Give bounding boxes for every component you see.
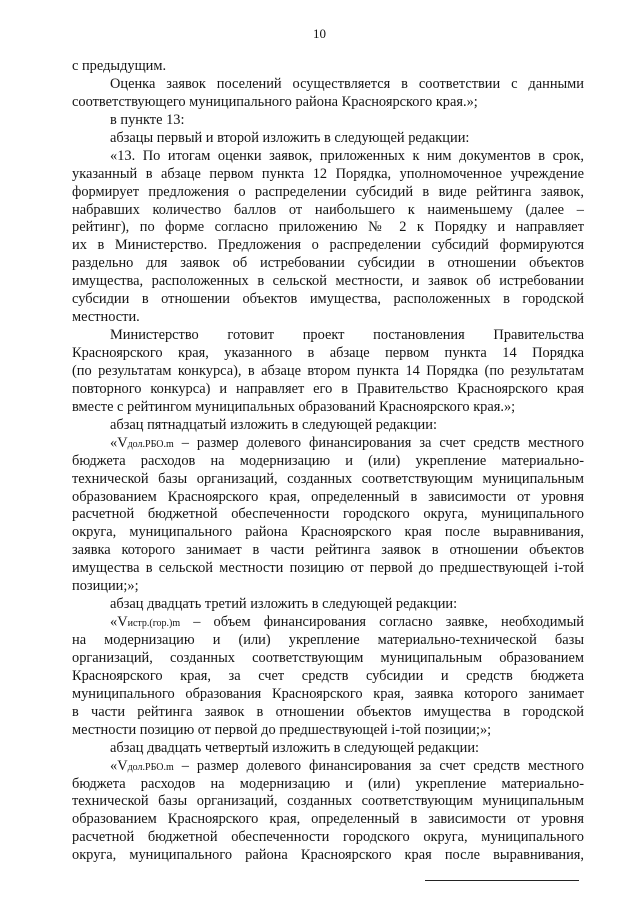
text-line: технической базы организаций, созданных соответствующим муниципальным [72, 470, 584, 487]
text-line: местности. [72, 309, 140, 326]
page-number: 10 [313, 26, 326, 41]
text-line: раздельно для заявок об истребовании субсидии в отношении объектов [72, 255, 584, 272]
formula-subscript: истр.(гор.)m [127, 618, 181, 630]
text-line: позиции;»; [72, 578, 139, 595]
formula-subscript: дол.РБО.m [127, 438, 174, 450]
text-line: расчетной бюджетной обеспеченности городского округа, муниципального [72, 506, 584, 523]
text-line: Министерство готовит проект постановления Правительства [110, 327, 584, 344]
text-line: организаций, созданных соответствующим муниципальным образованием [72, 649, 584, 666]
formula-subscript: дол.РБО.m [127, 761, 174, 773]
text-line: на модернизацию и (или) укрепление материально-технической базы [72, 632, 584, 648]
text-line: соответствующего муниципального района Красноярского края.»; [72, 93, 478, 110]
text-line: имущества, расположенных в сельской местности, и заявок об истребовании [72, 273, 584, 290]
text-line: вместе с рейтингом муниципальных образований Красноярского края.»; [72, 398, 516, 415]
text-line: бюджета расходов на модернизацию и (или) укрепление материально- [72, 775, 584, 792]
formula-symbol: «V [110, 434, 128, 451]
text-line: имущества в сельской местности позицию от первой до предшествующей i-той [72, 560, 584, 577]
text-line: их в Министерство. Предложения о распределении субсидий формируются [72, 237, 584, 254]
text-line: абзацы первый и второй изложить в следующей редакции: [110, 129, 470, 146]
text-line: бюджета расходов на модернизацию и (или) укрепление материально- [72, 452, 584, 469]
text-line: абзац пятнадцатый изложить в следующей редакции: [110, 416, 437, 433]
formula-symbol: «V [110, 614, 128, 631]
text-line: в части рейтинга заявок в отношении объектов имущества в городской [72, 703, 584, 720]
text-line: «13. По итогам оценки заявок, приложенных к ним документов в срок, [110, 147, 584, 164]
line-text: – размер долевого финансирования за счет средств местного [173, 434, 584, 451]
text-line: округа, муниципального района Красноярского края после выравнивания, [72, 847, 584, 864]
text-line: Красноярского края, за счет средств субсидии и средств бюджета [72, 667, 584, 684]
text-line: местности позицию от первой до предшествующей i-той позиции;»; [72, 721, 492, 738]
text-line: формирует предложения о распределении субсидий в виде рейтинга заявок, [72, 183, 584, 200]
text-line: указанный в абзаце первом пункта 12 Порядка, уполномоченное учреждение [72, 165, 584, 182]
text-line: набравших количество баллов от наибольшего к наименьшему (далее – [72, 201, 584, 218]
text-line: расчетной бюджетной обеспеченности городского округа, муниципального [72, 829, 584, 846]
text-line: заявка которого занимает в части рейтинга заявок в отношении объектов [72, 542, 584, 559]
text-line: (по результатам конкурса), в абзаце втором пункта 14 Порядка (по результатам [72, 362, 584, 379]
text-line: округа, муниципального района Красноярского края после выравнивания, [72, 524, 584, 541]
footer-rule [425, 880, 579, 881]
text-line: образованием Красноярского края, определенный в зависимости от уровня [72, 811, 584, 828]
text-line [72, 435, 584, 453]
text-line: образованием Красноярского края, определенный в зависимости от уровня [72, 488, 584, 505]
text-line: в пункте 13: [110, 111, 185, 128]
text-line: Оценка заявок поселений осуществляется в соответствии с данными [110, 75, 584, 92]
text-line [72, 758, 584, 776]
text-line: повторного конкурса) и направляет его в Правительство Красноярского края [72, 380, 584, 397]
document-body [72, 58, 584, 865]
text-line: субсидии в отношении объектов имущества, расположенных в городской [72, 291, 584, 308]
line-text: – объем финансирования согласно заявке, необходимый [180, 614, 584, 631]
text-line [72, 614, 584, 632]
text-line: Красноярского края, указанного в абзаце первом пункта 14 Порядка [72, 345, 584, 361]
text-line: с предыдущим. [72, 58, 167, 74]
text-line: абзац двадцать третий изложить в следующей редакции: [110, 596, 458, 613]
text-line: муниципального образования Красноярского края, заявка которого занимает [72, 685, 584, 702]
formula-symbol: «V [110, 757, 128, 774]
text-line: абзац двадцать четвертый изложить в следующей редакции: [110, 739, 480, 756]
text-line: технической базы организаций, созданных соответствующим муниципальным [72, 793, 584, 810]
text-line: рейтинг), по форме согласно приложению № 2 к Порядку и направляет [72, 219, 584, 236]
line-text: – размер долевого финансирования за счет средств местного [173, 757, 584, 774]
